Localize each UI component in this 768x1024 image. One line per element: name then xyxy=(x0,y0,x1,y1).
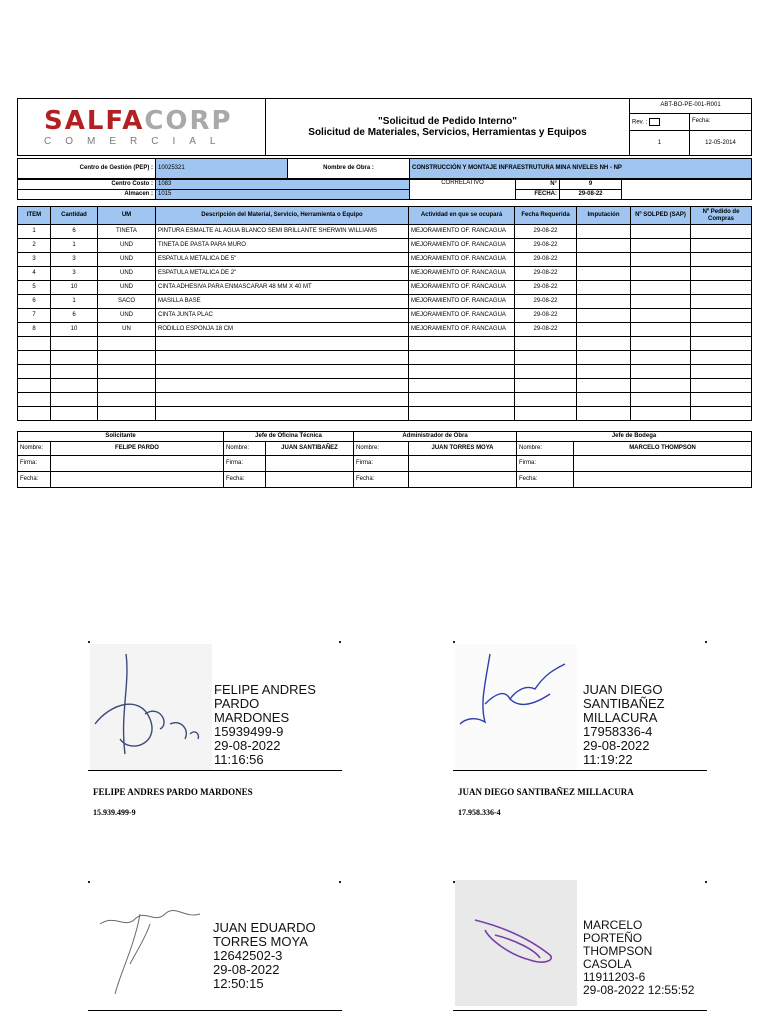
cell-empty xyxy=(515,351,577,365)
cell-empty xyxy=(577,337,631,351)
nombre-label: Nombre: xyxy=(224,442,266,456)
cell-empty xyxy=(18,407,51,421)
jefe-bodega-label: Jefe de Bodega xyxy=(517,432,752,442)
almacen-label: Almacen : xyxy=(18,190,156,200)
table-row xyxy=(18,309,752,323)
cell-descripcion: CINTA ADHESIVA PARA ENMASCARAR 48 MM X 40 MT xyxy=(156,281,409,295)
cell-empty xyxy=(18,351,51,365)
cell-empty xyxy=(631,281,691,295)
cell-fecha: 29-08-22 xyxy=(515,281,577,295)
cell-empty xyxy=(577,281,631,295)
cell-empty xyxy=(691,281,752,295)
cell-empty xyxy=(577,295,631,309)
col-um: UM xyxy=(98,207,156,225)
cell-item: 1 xyxy=(18,225,51,239)
signature-stamp: JUAN EDUARDO TORRES MOYA 12642502-3 29-08-2022 12:50:15 xyxy=(213,920,316,991)
cell-empty xyxy=(691,239,752,253)
cell-empty xyxy=(577,323,631,337)
cell-descripcion: MASILLA BASE xyxy=(156,295,409,309)
n-label: N° xyxy=(516,180,560,190)
cell-actividad: MEJORAMIENTO OF. RANCAGUA xyxy=(409,225,515,239)
fecha-label: Fecha: xyxy=(690,113,752,130)
col-item: ITEM xyxy=(18,207,51,225)
form-header xyxy=(17,98,752,156)
correlativo-label: CORRELATIVO xyxy=(410,180,516,200)
rev-label: Rev. : xyxy=(630,113,690,130)
cell-empty xyxy=(631,253,691,267)
cell-empty xyxy=(691,309,752,323)
table-row xyxy=(18,239,752,253)
cell-actividad: MEJORAMIENTO OF. RANCAGUA xyxy=(409,281,515,295)
cell-empty xyxy=(631,365,691,379)
cell-empty xyxy=(18,337,51,351)
cell-item: 4 xyxy=(18,267,51,281)
signature-image xyxy=(90,884,210,1010)
cell-um: TINETA xyxy=(98,225,156,239)
cell-empty xyxy=(409,337,515,351)
col-solped: Nº SOLPED (SAP) xyxy=(631,207,691,225)
cell-um: UN xyxy=(98,323,156,337)
cell-empty xyxy=(631,379,691,393)
cell-cantidad: 1 xyxy=(51,239,98,253)
signer-name: JUAN DIEGO SANTIBAÑEZ MILLACURA xyxy=(458,787,634,797)
signer-name: FELIPE ANDRES PARDO MARDONES xyxy=(93,787,253,797)
cell-empty xyxy=(51,337,98,351)
cell-descripcion: CINTA JUNTA PLAC xyxy=(156,309,409,323)
fecha-value: 29-08-22 xyxy=(560,190,622,200)
cell-empty xyxy=(631,295,691,309)
cell-empty xyxy=(577,365,631,379)
cell-empty xyxy=(577,351,631,365)
nombre-obra-value: CONSTRUCCIÓN Y MONTAJE INFRAESTRUTURA MINA NIVELES NH - NP xyxy=(410,159,752,179)
cell-empty xyxy=(577,379,631,393)
nombre-label: Nombre: xyxy=(354,442,409,456)
cell-empty xyxy=(156,379,409,393)
cell-empty xyxy=(631,393,691,407)
table-row xyxy=(18,351,752,365)
cell-empty xyxy=(98,337,156,351)
nombre-obra-label: Nombre de Obra : xyxy=(288,159,410,179)
cell-empty xyxy=(98,365,156,379)
cell-descripcion: ESPATULA METALICA DE 5" xyxy=(156,253,409,267)
cell-item: 3 xyxy=(18,253,51,267)
items-body xyxy=(18,225,752,421)
cell-actividad: MEJORAMIENTO OF. RANCAGUA xyxy=(409,309,515,323)
cell-descripcion: RODILLO ESPONJA 18 CM xyxy=(156,323,409,337)
cell-empty xyxy=(409,351,515,365)
jefe-bodega-name: MARCELO THOMPSON xyxy=(574,442,752,456)
cell-empty xyxy=(691,267,752,281)
cell-actividad: MEJORAMIENTO OF. RANCAGUA xyxy=(409,253,515,267)
form-title xyxy=(266,99,630,156)
cell-empty xyxy=(18,365,51,379)
col-actividad: Actividad en que se ocupará xyxy=(409,207,515,225)
cell-descripcion: TINETA DE PASTA PARA MURO xyxy=(156,239,409,253)
cell-empty xyxy=(691,225,752,239)
cell-empty xyxy=(18,393,51,407)
signer-rut: 17.958.336-4 xyxy=(458,808,501,817)
table-row xyxy=(18,393,752,407)
firma-label: Firma: xyxy=(517,456,574,472)
cell-empty xyxy=(156,365,409,379)
cell-empty xyxy=(409,365,515,379)
cell-um: UND xyxy=(98,253,156,267)
col-descripcion: Descripción del Material, Servicio, Herramienta o Equipo xyxy=(156,207,409,225)
fecha-label: Fecha: xyxy=(18,472,51,488)
form-info-2 xyxy=(17,179,752,200)
table-row xyxy=(18,365,752,379)
cell-um: UND xyxy=(98,267,156,281)
cell-fecha: 29-08-22 xyxy=(515,239,577,253)
cell-empty xyxy=(631,337,691,351)
fecha-label: Fecha: xyxy=(354,472,409,488)
cell-empty xyxy=(691,337,752,351)
cell-cantidad: 3 xyxy=(51,253,98,267)
cell-empty xyxy=(98,407,156,421)
table-row xyxy=(18,295,752,309)
fecha-value: 12-05-2014 xyxy=(690,130,752,155)
cell-empty xyxy=(409,379,515,393)
doc-code: ABT-BO-PE-001-R001 xyxy=(630,99,752,114)
jefe-oficina-name: JUAN SANTIBAÑEZ xyxy=(266,442,354,456)
cell-empty xyxy=(631,309,691,323)
cell-fecha: 29-08-22 xyxy=(515,253,577,267)
cell-empty xyxy=(515,337,577,351)
items-table xyxy=(17,206,752,421)
cell-empty xyxy=(98,393,156,407)
almacen-value: 1015 xyxy=(156,190,410,200)
cell-actividad: MEJORAMIENTO OF. RANCAGUA xyxy=(409,295,515,309)
col-pedido: Nº Pedido de Compras xyxy=(691,207,752,225)
col-cantidad: Cantidad xyxy=(51,207,98,225)
solicitante-label: Solicitante xyxy=(18,432,224,442)
cell-fecha: 29-08-22 xyxy=(515,267,577,281)
cell-empty xyxy=(515,379,577,393)
nombre-label: Nombre: xyxy=(517,442,574,456)
signature-stamp: JUAN DIEGO SANTIBAÑEZ MILLACURA 17958336-4 29-08-2022 11:19:22 xyxy=(583,682,665,767)
cell-fecha: 29-08-22 xyxy=(515,323,577,337)
cell-empty xyxy=(691,351,752,365)
cell-empty xyxy=(51,379,98,393)
table-row xyxy=(18,379,752,393)
col-imputacion: Imputación xyxy=(577,207,631,225)
cell-actividad: MEJORAMIENTO OF. RANCAGUA xyxy=(409,239,515,253)
cell-empty xyxy=(98,379,156,393)
cell-empty xyxy=(577,309,631,323)
cell-empty xyxy=(631,239,691,253)
cell-item: 5 xyxy=(18,281,51,295)
jefe-oficina-label: Jefe de Oficina Técnica xyxy=(224,432,354,442)
cell-item: 2 xyxy=(18,239,51,253)
cell-empty xyxy=(631,225,691,239)
form-info xyxy=(17,158,752,179)
signer-rut: 15.939.499-9 xyxy=(93,808,136,817)
cell-fecha: 29-08-22 xyxy=(515,295,577,309)
cell-empty xyxy=(577,225,631,239)
cell-empty xyxy=(156,351,409,365)
cell-cantidad: 6 xyxy=(51,309,98,323)
company-logo: SALFACORP COMERCIAL xyxy=(18,99,266,156)
cell-um: UND xyxy=(98,281,156,295)
table-row xyxy=(18,281,752,295)
cell-um: UND xyxy=(98,309,156,323)
cell-descripcion: ESPATULA METALICA DE 2" xyxy=(156,267,409,281)
cell-empty xyxy=(51,393,98,407)
request-form xyxy=(17,98,751,488)
cell-fecha: 29-08-22 xyxy=(515,309,577,323)
cell-empty xyxy=(18,379,51,393)
cell-empty xyxy=(156,393,409,407)
cell-cantidad: 10 xyxy=(51,281,98,295)
cell-empty xyxy=(577,239,631,253)
cell-item: 8 xyxy=(18,323,51,337)
signature-stamp: FELIPE ANDRES PARDO MARDONES 15939499-9 29-08-2022 11:16:56 xyxy=(214,682,316,767)
fecha-label: FECHA: xyxy=(516,190,560,200)
centro-gestion-label: Centro de Gestión (PEP) : xyxy=(18,159,156,179)
cell-empty xyxy=(691,295,752,309)
signature-image xyxy=(455,644,577,770)
cell-empty xyxy=(631,323,691,337)
table-row xyxy=(18,323,752,337)
fecha-label: Fecha: xyxy=(517,472,574,488)
cell-um: SACO xyxy=(98,295,156,309)
cell-empty xyxy=(691,365,752,379)
cell-descripcion: PINTURA ESMALTE AL AGUA BLANCO SEMI BRILLANTE SHERWIN WILLIAMS xyxy=(156,225,409,239)
cell-empty xyxy=(631,407,691,421)
cell-empty xyxy=(691,253,752,267)
table-row xyxy=(18,267,752,281)
cell-empty xyxy=(515,407,577,421)
cell-empty xyxy=(691,323,752,337)
cell-empty xyxy=(409,393,515,407)
cell-empty xyxy=(515,393,577,407)
cell-empty xyxy=(156,407,409,421)
signature-image xyxy=(90,644,212,770)
col-fecha: Fecha Requerida xyxy=(515,207,577,225)
cell-empty xyxy=(577,253,631,267)
firma-label: Firma: xyxy=(18,456,51,472)
cell-empty xyxy=(631,351,691,365)
centro-costo-label: Centro Costo : xyxy=(18,180,156,190)
table-row xyxy=(18,337,752,351)
cell-cantidad: 3 xyxy=(51,267,98,281)
cell-item: 6 xyxy=(18,295,51,309)
title-line-1: "Solicitud de Pedido Interno" xyxy=(378,116,517,127)
nombre-label: Nombre: xyxy=(18,442,51,456)
cell-empty xyxy=(691,393,752,407)
table-row xyxy=(18,225,752,239)
administrador-label: Administrador de Obra xyxy=(354,432,517,442)
cell-empty xyxy=(51,365,98,379)
cell-actividad: MEJORAMIENTO OF. RANCAGUA xyxy=(409,323,515,337)
cell-um: UND xyxy=(98,239,156,253)
cell-empty xyxy=(691,379,752,393)
cell-empty xyxy=(631,267,691,281)
approvals-table xyxy=(17,431,752,488)
cell-empty xyxy=(51,351,98,365)
title-line-2: Solicitud de Materiales, Servicios, Herramientas y Equipos xyxy=(308,127,587,138)
cell-actividad: MEJORAMIENTO OF. RANCAGUA xyxy=(409,267,515,281)
signature-image xyxy=(455,880,577,1006)
n-value: 9 xyxy=(560,180,622,190)
cell-empty xyxy=(156,337,409,351)
cell-empty xyxy=(51,407,98,421)
cell-cantidad: 1 xyxy=(51,295,98,309)
cell-empty xyxy=(577,407,631,421)
cell-fecha: 29-08-22 xyxy=(515,225,577,239)
centro-gestion-value: 10025321 xyxy=(156,159,288,179)
rev-checkbox xyxy=(649,118,660,126)
firma-label: Firma: xyxy=(354,456,409,472)
cell-empty xyxy=(409,407,515,421)
table-row xyxy=(18,253,752,267)
cell-empty xyxy=(691,407,752,421)
cell-empty xyxy=(577,267,631,281)
administrador-name: JUAN TORRES MOYA xyxy=(409,442,517,456)
fecha-label: Fecha: xyxy=(224,472,266,488)
rev-value: 1 xyxy=(630,130,690,155)
cell-cantidad: 6 xyxy=(51,225,98,239)
centro-costo-value: 1083 xyxy=(156,180,410,190)
cell-cantidad: 10 xyxy=(51,323,98,337)
table-row xyxy=(18,407,752,421)
cell-empty xyxy=(577,393,631,407)
cell-empty xyxy=(98,351,156,365)
cell-empty xyxy=(515,365,577,379)
solicitante-name: FELIPE PARDO xyxy=(51,442,224,456)
cell-item: 7 xyxy=(18,309,51,323)
signature-stamp: MARCELO PORTEÑO THOMPSON CASOLA 11911203-6 29-08-2022 12:55:52 xyxy=(583,918,695,997)
firma-label: Firma: xyxy=(224,456,266,472)
